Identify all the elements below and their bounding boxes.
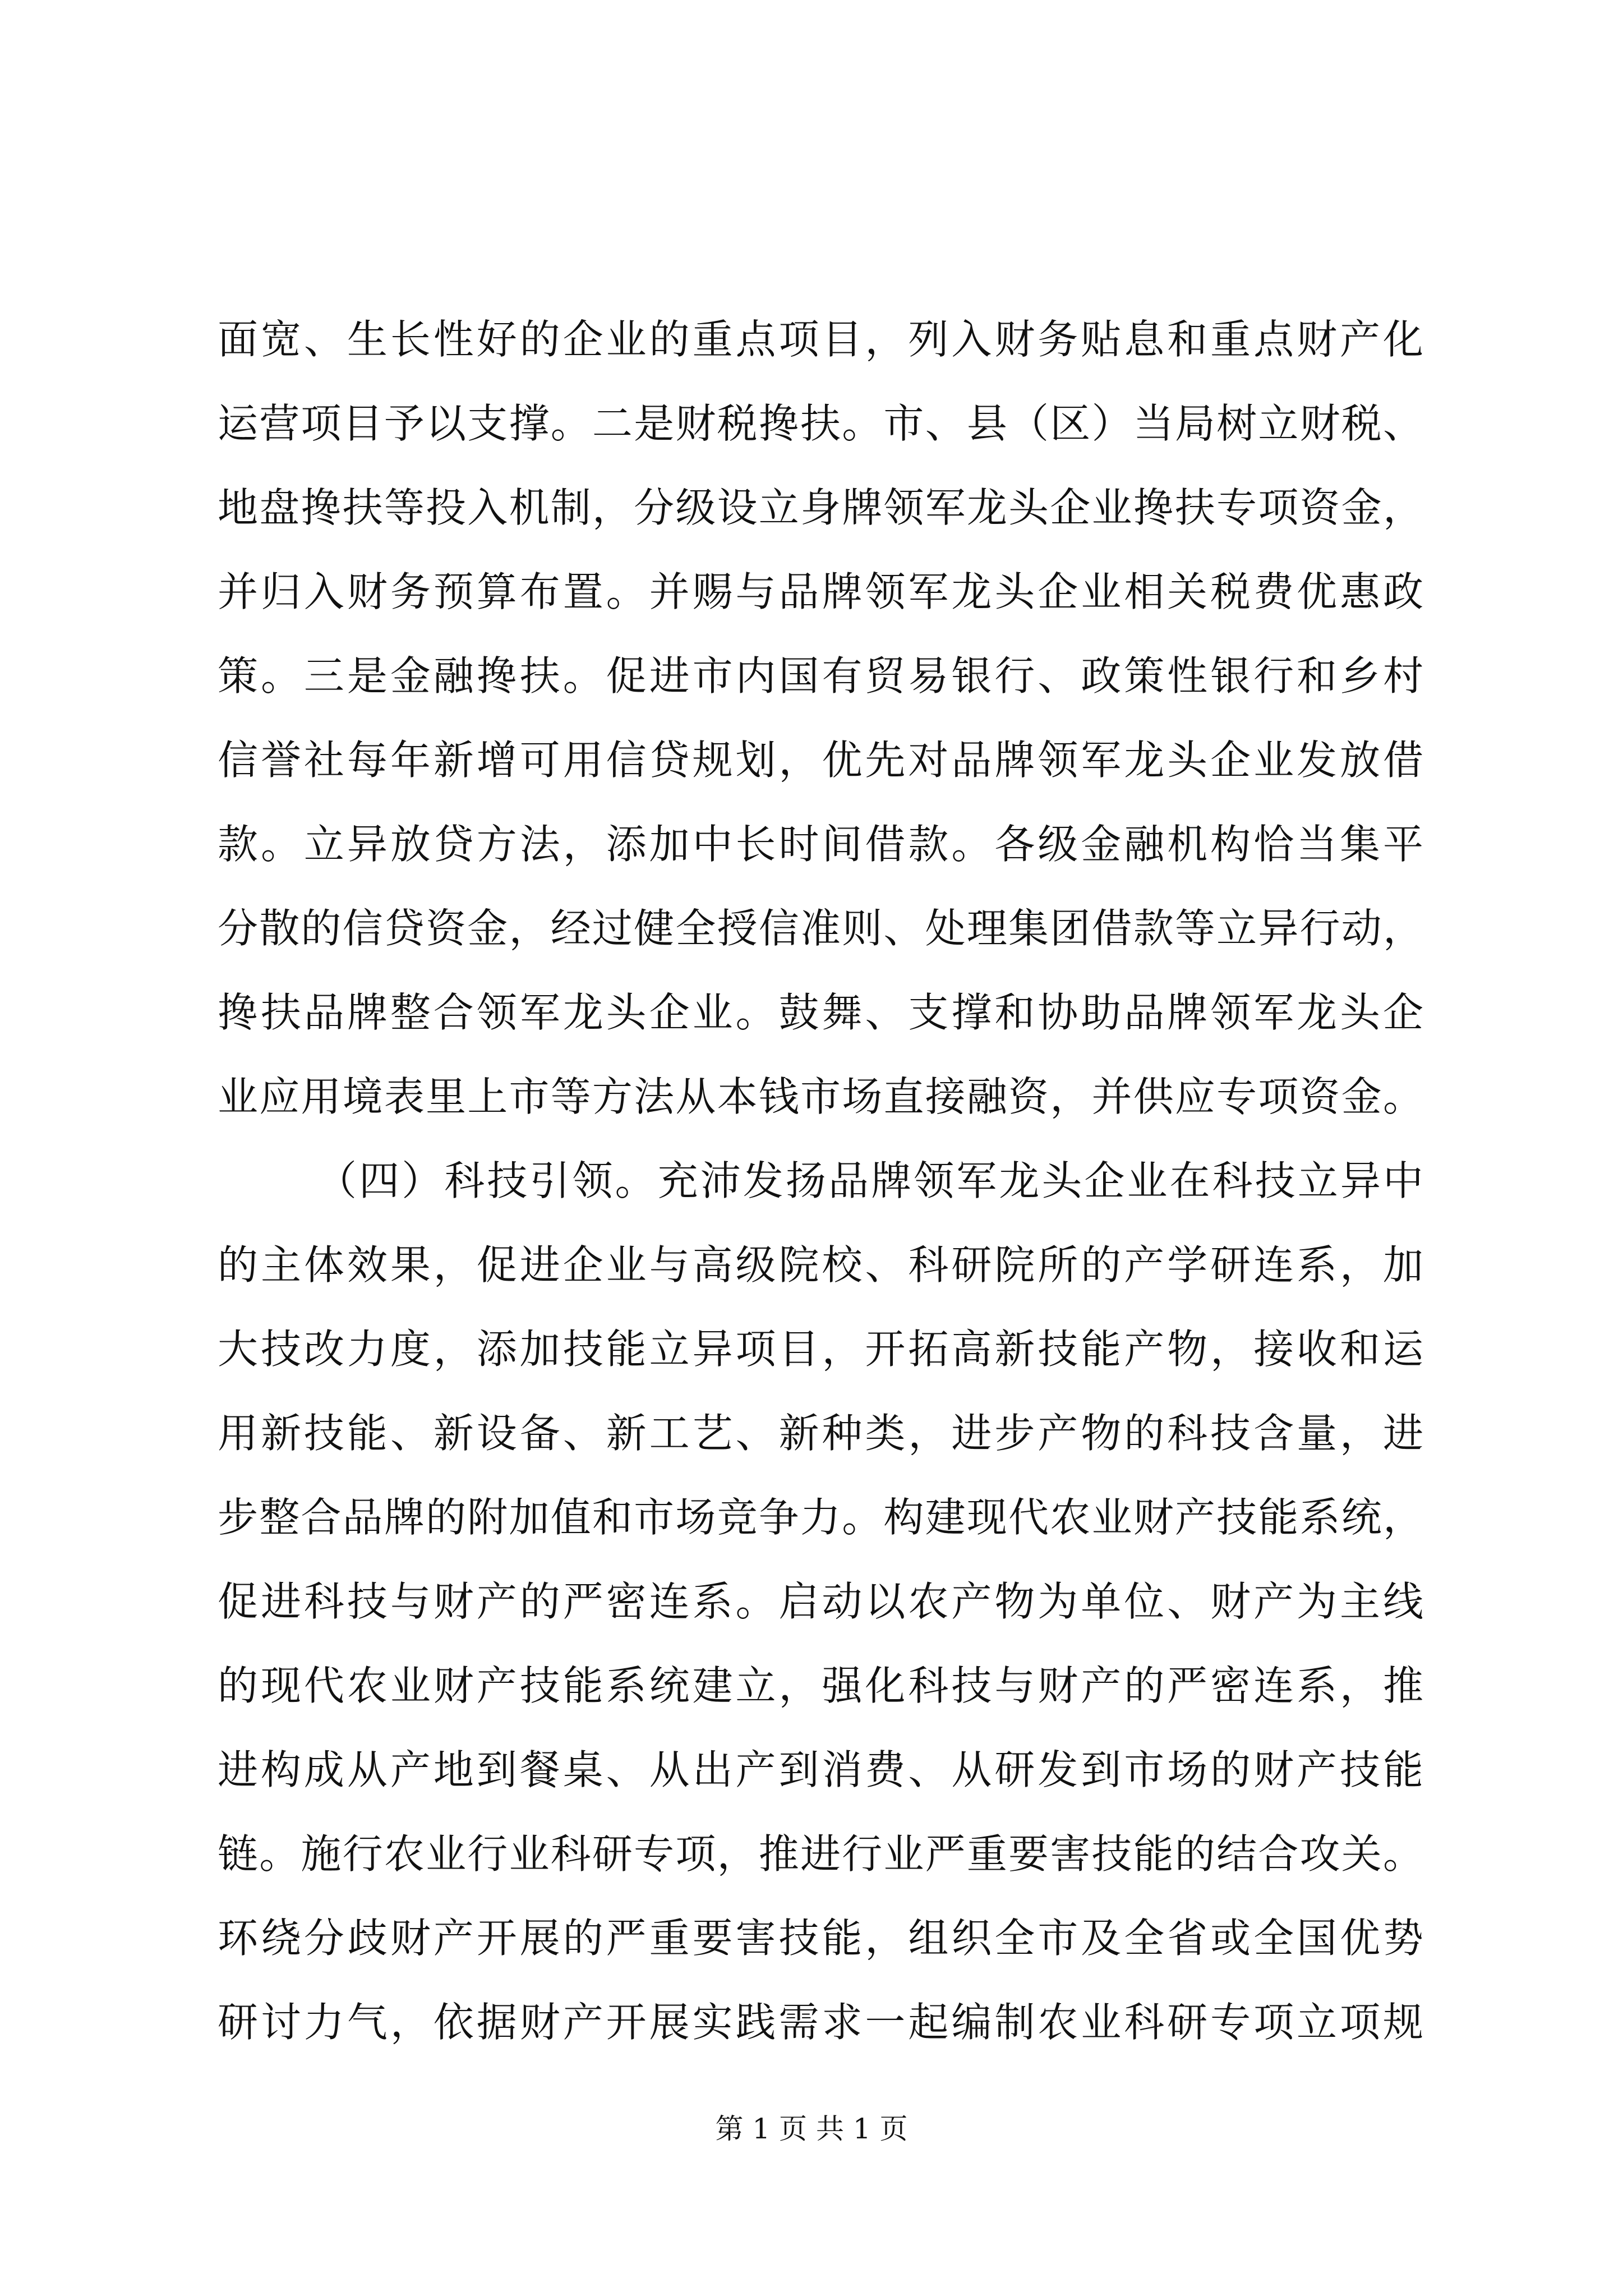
text-line: 大技改力度，添加技能立异项目，开拓高新技能产物，接收和运 <box>218 1326 1423 1373</box>
text-line: 信誉社每年新增可用信贷规划，优先对品牌领军龙头企业发放借 <box>218 737 1423 784</box>
text-line: 并归入财务预算布置。并赐与品牌领军龙头企业相关税费优惠政 <box>218 568 1423 615</box>
text-line: 链。施行农业行业科研专项，推进行业严重要害技能的结合攻关。 <box>218 1830 1423 1878</box>
text-line: 分散的信贷资金，经过健全授信准则、处理集团借款等立异行动， <box>218 905 1423 952</box>
text-line: 业应用境表里上市等方法从本钱市场直接融资，并供应专项资金。 <box>218 1073 1423 1120</box>
text-line: 运营项目予以支撑。二是财税搀扶。市、县（区）当局树立财税、 <box>218 400 1423 447</box>
text-line: 环绕分歧财产开展的严重要害技能，组织全市及全省或全国优势 <box>218 1915 1423 1962</box>
text-line: 地盘搀扶等投入机制，分级设立身牌领军龙头企业搀扶专项资金， <box>218 484 1423 531</box>
text-line: 款。立异放贷方法，添加中长时间借款。各级金融机构恰当集平 <box>218 821 1423 868</box>
text-line: 的主体效果，促进企业与高级院校、科研院所的产学研连系，加 <box>218 1241 1423 1289</box>
section-heading-line: （四）科技引领。充沛发扬品牌领军龙头企业在科技立异中 <box>316 1157 1423 1204</box>
text-line: 的现代农业财产技能系统建立，强化科技与财产的严密连系，推 <box>218 1662 1423 1709</box>
text-line: 研讨力气，依据财产开展实践需求一起编制农业科研专项立项规 <box>218 1999 1423 2046</box>
page-number-footer: 第 1 页 共 1 页 <box>715 2113 908 2145</box>
text-line: 用新技能、新设备、新工艺、新种类，进步产物的科技含量，进 <box>218 1410 1423 1457</box>
text-line: 步整合品牌的附加值和市场竞争力。构建现代农业财产技能系统， <box>218 1494 1423 1541</box>
text-line: 进构成从产地到餐桌、从出产到消费、从研发到市场的财产技能 <box>218 1746 1423 1793</box>
text-line: 促进科技与财产的严密连系。启动以农产物为单位、财产为主线 <box>218 1578 1423 1625</box>
text-line: 策。三是金融搀扶。促进市内国有贸易银行、政策性银行和乡村 <box>218 652 1423 700</box>
text-line: 搀扶品牌整合领军龙头企业。鼓舞、支撑和协助品牌领军龙头企 <box>218 989 1423 1036</box>
text-line: 面宽、生长性好的企业的重点项目，列入财务贴息和重点财产化 <box>218 316 1423 363</box>
